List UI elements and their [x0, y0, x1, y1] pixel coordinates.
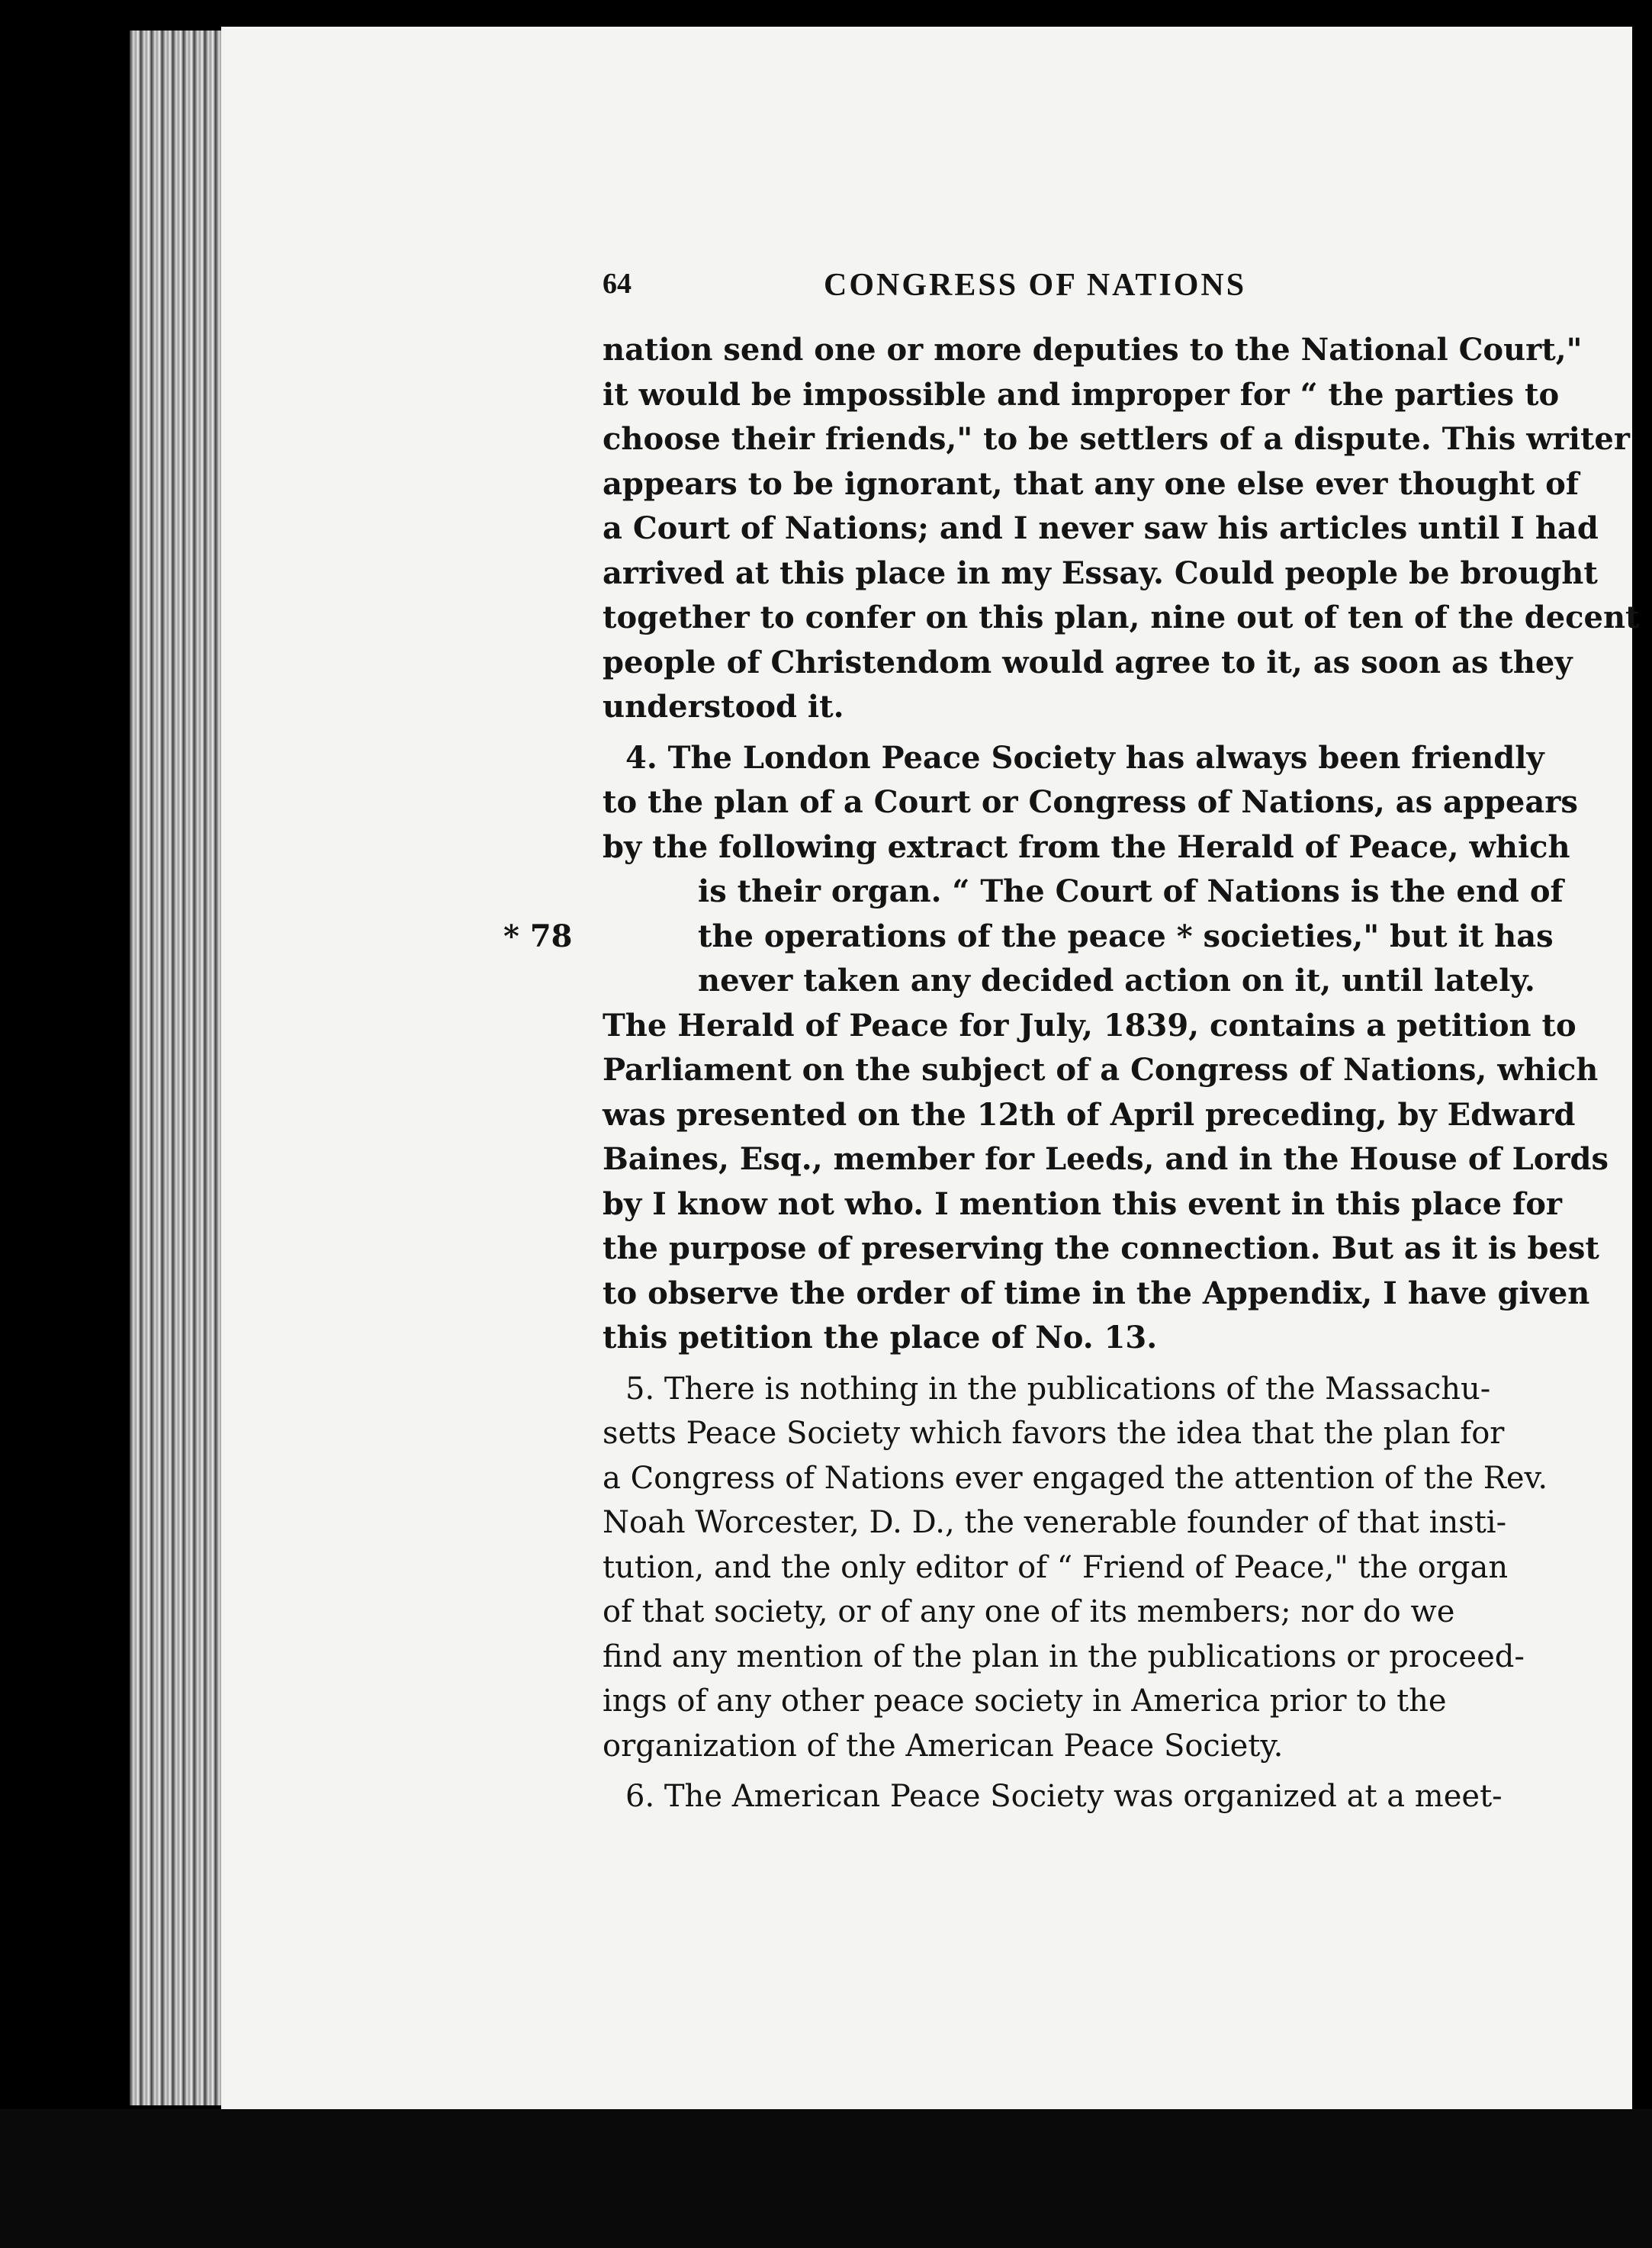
scan-background	[0, 2109, 1652, 2248]
running-head	[603, 267, 1548, 328]
text-line: a Congress of Nations ever engaged the attention of the Rev.	[603, 1460, 1548, 1496]
text-line: 6. The American Peace Society was organized at a meet-	[625, 1779, 1503, 1814]
text-line: tution, and the only editor of “ Friend of Peace," the organ	[603, 1549, 1509, 1585]
running-title: CONGRESS OF NATIONS	[824, 268, 1247, 303]
text-line: understood it.	[603, 689, 844, 725]
text-line: Parliament on the subject of a Congress of Nations, which	[603, 1052, 1599, 1088]
text-line: 5. There is nothing in the publications of the Massachu-	[625, 1371, 1491, 1407]
text-line: a Court of Nations; and I never saw his articles until I had	[603, 510, 1599, 546]
text-line: by the following extract from the Herald of Peace, which	[603, 828, 1570, 865]
text-line	[503, 915, 1554, 960]
page-number: 64	[603, 268, 632, 300]
paragraph-1	[603, 328, 1640, 730]
text-line: is their organ. “ The Court of Nations is the end of	[698, 873, 1564, 909]
text-line: 4. The London Peace Society has always been friendly	[625, 739, 1544, 776]
text-line: choose their friends," to be settlers of a dispute. This writer	[603, 421, 1630, 457]
text-line: together to confer on this plan, nine out of ten of the decent	[603, 600, 1640, 635]
text-line: to observe the order of time in the Appendix, I have given	[603, 1275, 1590, 1311]
text-line: of that society, or of any one of its members; nor do we	[603, 1594, 1455, 1629]
text-line: setts Peace Society which favors the idea that the plan for	[603, 1416, 1505, 1451]
paragraph-4	[603, 1774, 1548, 1819]
text-line: ings of any other peace society in America prior to the	[603, 1684, 1447, 1719]
text-line: to the plan of a Court or Congress of Nations, as appears	[603, 784, 1578, 820]
text-line: it would be impossible and improper for “ the parties to	[603, 376, 1560, 413]
text-line: by I know not who. I mention this event in this place for	[603, 1185, 1562, 1222]
text-line: the purpose of preserving the connection. But as it is best	[603, 1230, 1599, 1266]
text-line: Noah Worcester, D. D., the venerable founder of that insti-	[603, 1505, 1507, 1540]
text-line: this petition the place of No. 13.	[603, 1320, 1158, 1356]
text-line: never taken any decided action on it, until lately.	[698, 963, 1535, 999]
text-line: find any mention of the plan in the publications or proceed-	[603, 1639, 1525, 1674]
text-line: nation send one or more deputies to the National Court,"	[603, 332, 1583, 368]
text-line: was presented on the 12th of April preceding, by Edward	[603, 1096, 1576, 1133]
text-line: appears to be ignorant, that any one else ever thought of	[603, 465, 1580, 502]
text-line: arrived at this place in my Essay. Could people be brought	[603, 555, 1598, 591]
text-line: The Herald of Peace for July, 1839, contains a petition to	[603, 1007, 1576, 1044]
text-line: people of Christendom would agree to it, as soon as they	[603, 644, 1573, 680]
paragraph-2	[503, 736, 1609, 1361]
text-line-content: the operations of the peace * societies," but it has	[698, 918, 1554, 954]
text-line: organization of the American Peace Society.	[603, 1728, 1284, 1764]
paragraph-3	[603, 1367, 1548, 1769]
text-line: Baines, Esq., member for Leeds, and in the House of Lords	[603, 1141, 1609, 1177]
marginal-reference: * 78	[503, 918, 573, 954]
text-block	[503, 267, 1640, 1819]
